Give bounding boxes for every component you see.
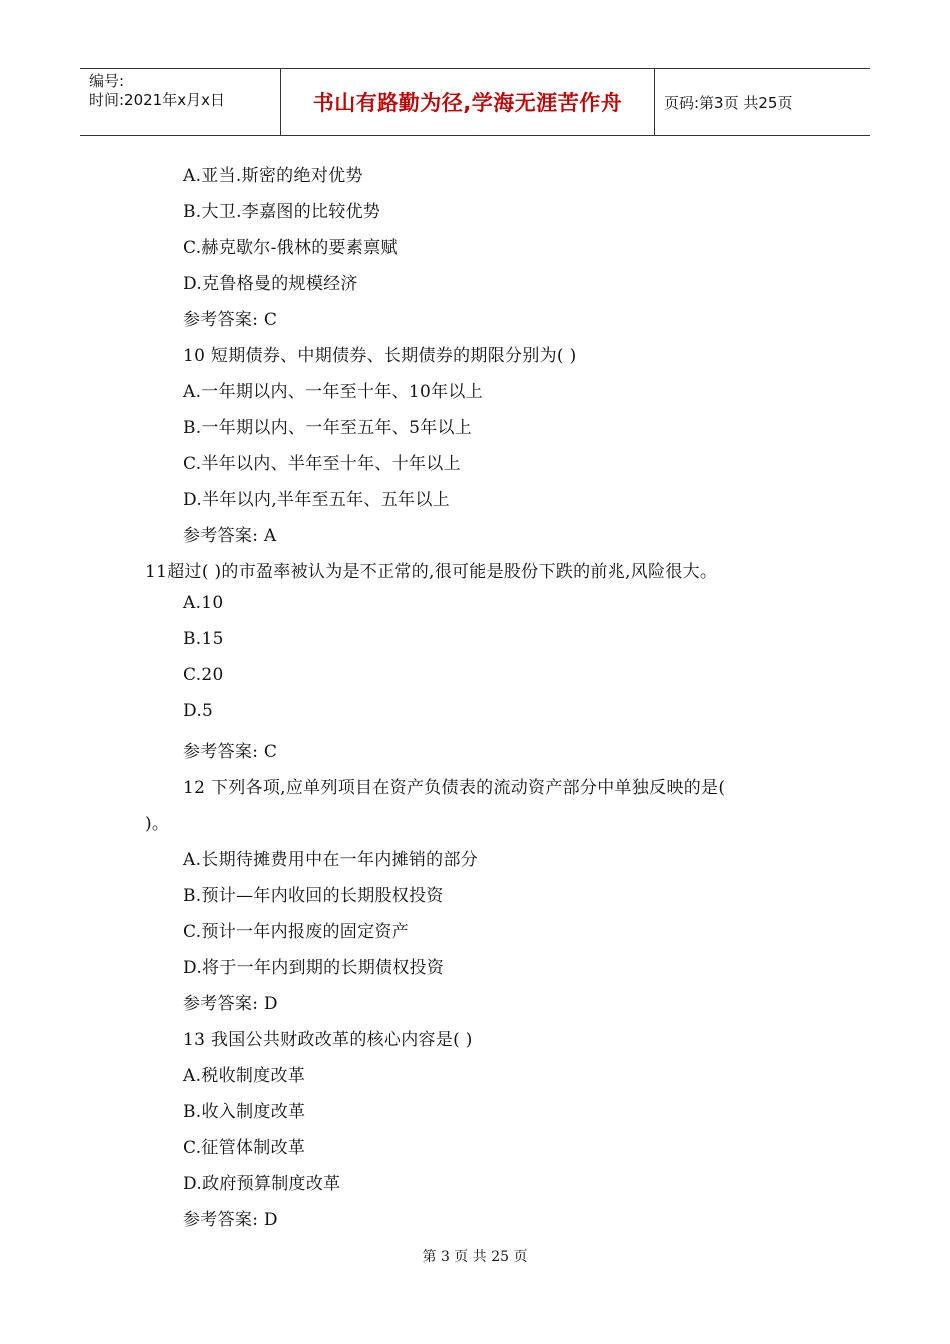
answer-line: 参考答案: D [183, 1210, 278, 1230]
footer-page-number: 第 3 页 共 25 页 [422, 1249, 528, 1265]
question-line: 11超过( )的市盈率被认为是不正常的,很可能是股份下跌的前兆,风险很大。 [145, 562, 718, 582]
option-line: D.半年以内,半年至五年、五年以上 [183, 490, 450, 510]
option-line: D.5 [183, 701, 214, 721]
page-footer [0, 1246, 950, 1266]
option-line: B.预计—年内收回的长期股权投资 [183, 886, 444, 906]
time-label: 时间:2021年x月x日 [89, 91, 225, 109]
option-line: B.收入制度改革 [183, 1102, 306, 1122]
option-line: B.大卫.李嘉图的比较优势 [183, 202, 381, 222]
question-line: 13 我国公共财政改革的核心内容是( ) [183, 1030, 473, 1050]
option-line: C.20 [183, 665, 224, 685]
page-info-text: 页码:第3页 共25页 [664, 93, 793, 112]
option-line: C.赫克歇尔-俄林的要素禀赋 [183, 238, 398, 258]
option-line: D.克鲁格曼的规模经济 [183, 274, 358, 294]
option-line: C.预计一年内报废的固定资产 [183, 922, 410, 942]
answer-line: 参考答案: A [183, 526, 277, 546]
option-line: C.半年以内、半年至十年、十年以上 [183, 454, 461, 474]
motto-text: 书山有路勤为径,学海无涯苦作舟 [312, 91, 623, 115]
option-line: D.政府预算制度改革 [183, 1174, 341, 1194]
option-line: A.长期待摊费用中在一年内摊销的部分 [183, 850, 479, 870]
question-line: 10 短期债券、中期债券、长期债券的期限分别为( ) [183, 346, 577, 366]
option-line: A.10 [183, 593, 224, 613]
header-meta [80, 69, 281, 135]
header-motto [281, 69, 655, 135]
header-page-info [655, 69, 870, 135]
number-label: 编号: [89, 72, 125, 90]
question-line-continued: )。 [145, 814, 170, 834]
option-line: A.税收制度改革 [183, 1066, 306, 1086]
option-line: B.一年期以内、一年至五年、5年以上 [183, 418, 473, 438]
option-line: D.将于一年内到期的长期债权投资 [183, 958, 445, 978]
option-line: A.亚当.斯密的绝对优势 [183, 166, 363, 186]
page-header [80, 68, 870, 136]
option-line: A.一年期以内、一年至十年、10年以上 [183, 382, 484, 402]
option-line: C.征管体制改革 [183, 1138, 306, 1158]
option-line: B.15 [183, 629, 224, 649]
answer-line: 参考答案: D [183, 994, 278, 1014]
answer-line: 参考答案: C [183, 310, 278, 330]
answer-line: 参考答案: C [183, 742, 278, 762]
question-line: 12 下列各项,应单列项目在资产负债表的流动资产部分中单独反映的是( [183, 778, 726, 798]
